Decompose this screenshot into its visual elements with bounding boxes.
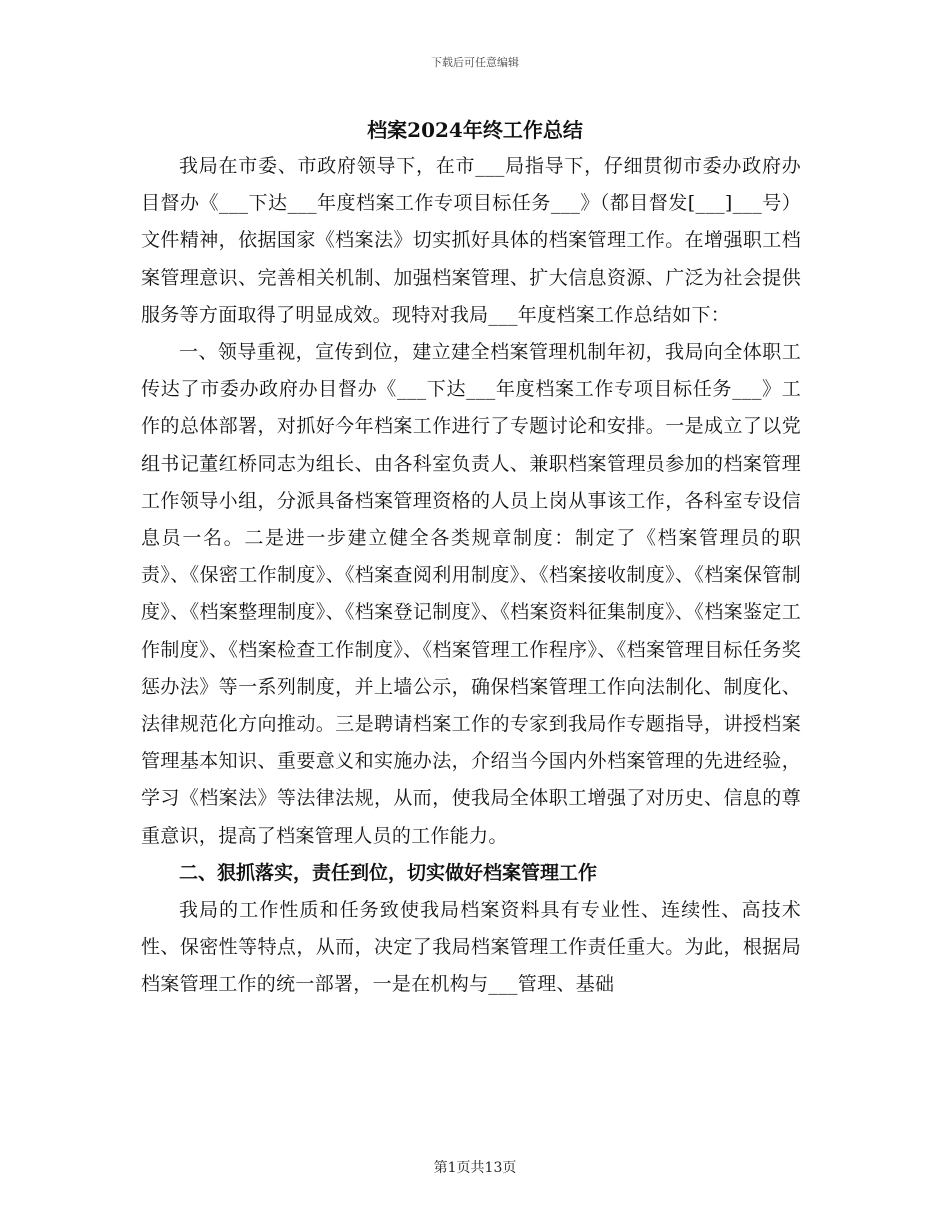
paragraph-intro: 我局在市委、市政府领导下，在市___局指导下，仔细贯彻市委办政府办目督办《___下达___年度档案工作专项目标任务___》（都目督发[___]___号）文件精神，依据国家《档案法》切实抓好具体的档案管理工作。在增强职工档案管理意识、完善相关机制、加强档案管理、扩大信息资源、广泛为社会提供服务等方面取得了明显成效。现特对我局___年度档案工作总结如下： bbox=[141, 155, 801, 326]
section-heading-two: 二、狠抓落实，责任到位，切实做好档案管理工作 bbox=[179, 861, 598, 884]
header-note: 下载后可任意编辑 bbox=[431, 56, 519, 69]
paragraph-section-two: 我局的工作性质和任务致使我局档案资料具有专业性、连续性、高技术性、保密性等特点，从而，决定了我局档案管理工作责任重大。为此，根据局档案管理工作的统一部署，一是在机构与___管理、基础 bbox=[141, 899, 801, 996]
page-indicator: 第1页共13页 bbox=[433, 1160, 517, 1176]
document-body bbox=[141, 148, 801, 1004]
document-title: 档案2024年终工作总结 bbox=[367, 118, 583, 142]
paragraph-section-one: 一、领导重视，宣传到位，建立建全档案管理机制年初，我局向全体职工传达了市委办政府办目督办《___下达___年度档案工作专项目标任务___》工作的总体部署，对抓好今年档案工作进行了专题讨论和安排。一是成立了以党组书记董红桥同志为组长、由各科室负责人、兼职档案管理员参加的档案管理工作领导小组，分派具备档案管理资格的人员上岗从事该工作，各科室专设信息员一名。二是进一步建立健全各类规章制度：制定了《档案管理员的职责》、《保密工作制度》、《档案查阅利用制度》、《档案接收制度》、《档案保管制度》、《档案整理制度》、《档案登记制度》、《档案资料征集制度》、《档案鉴定工作制度》、《档案检查工作制度》、《档案管理工作程序》、《档案管理目标任务奖惩办法》等一系列制度，并上墙公示，确保档案管理工作向法制化、制度化、法律规范化方向推动。三是聘请档案工作的专家到我局作专题指导，讲授档案管理基本知识、重要意义和实施办法，介绍当今国内外档案管理的先进经验，学习《档案法》等法律法规，从而，使我局全体职工增强了对历史、信息的尊重意识，提高了档案管理人员的工作能力。 bbox=[141, 341, 801, 847]
